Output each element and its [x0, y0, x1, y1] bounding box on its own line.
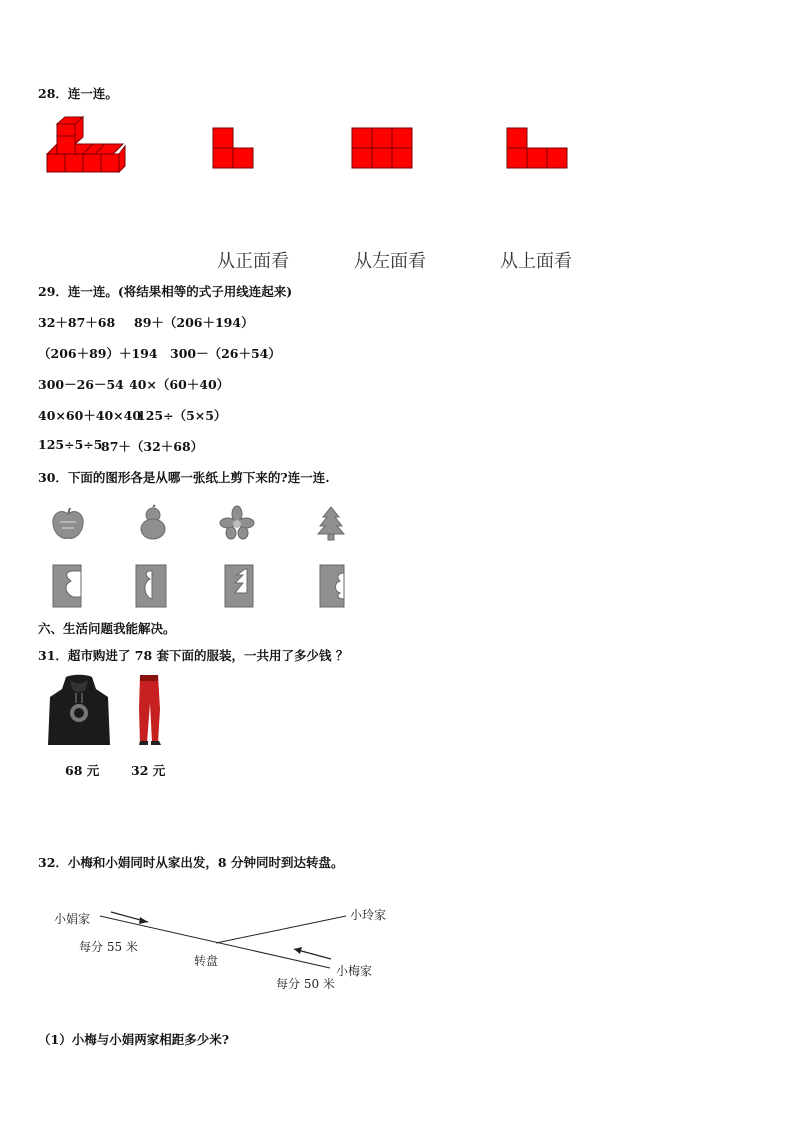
q28-title: 28．连一连。 — [38, 86, 118, 101]
view-shape-rect — [351, 127, 413, 172]
label-speed-mei: 每分 50 米 — [276, 977, 335, 991]
apple-shape-icon — [50, 506, 86, 542]
tree-shape-icon — [315, 505, 347, 541]
expr-right-2: 300－（26＋54） — [170, 346, 281, 361]
pants-price: 32 元 — [131, 763, 166, 778]
cube-solid-figure — [45, 116, 125, 176]
paper-piece-1-icon — [51, 563, 85, 607]
gourd-shape-icon — [137, 505, 169, 541]
view-label-top: 从上面看 — [500, 251, 572, 272]
view-shape-l — [212, 127, 257, 172]
paper-piece-2-icon — [134, 563, 168, 607]
flower-shape-icon — [219, 505, 255, 541]
q29-title: 29．连一连。(将结果相等的式子用线连起来) — [38, 284, 293, 299]
paper-piece-3-icon — [223, 563, 257, 607]
expr-left-1: 32＋87＋68 — [38, 315, 116, 330]
label-xiaomei-home: 小梅家 — [336, 964, 373, 978]
view-label-left: 从左面看 — [354, 251, 426, 272]
hoodie-icon — [46, 675, 112, 747]
expr-right-4: 125÷（5×5） — [137, 408, 227, 423]
paper-piece-4-icon — [318, 563, 352, 607]
expr-right-1: 89＋（206＋194） — [134, 315, 254, 330]
q32-title: 32．小梅和小娟同时从家出发，8 分钟同时到达转盘。 — [38, 855, 344, 870]
section-6-title: 六、生活问题我能解决。 — [38, 621, 176, 636]
label-speed-juan: 每分 55 米 — [79, 940, 138, 954]
view-shape-l-long — [506, 127, 571, 172]
expr-left-2: （206＋89）＋194 — [38, 346, 158, 361]
hoodie-price: 68 元 — [65, 763, 100, 778]
expr-left-3: 300－26－54 — [38, 377, 124, 392]
pants-icon — [134, 673, 164, 747]
label-xiaoling-home: 小玲家 — [350, 908, 387, 922]
label-roundabout: 转盘 — [194, 954, 219, 968]
expr-right-5: 87＋（32＋68） — [101, 439, 204, 454]
expr-left-5: 125÷5÷5 — [38, 437, 103, 452]
view-label-front: 从正面看 — [217, 251, 289, 272]
q32-sub1: （1）小梅与小娟两家相距多少米? — [38, 1032, 230, 1047]
q30-title: 30．下面的图形各是从哪一张纸上剪下来的?连一连. — [38, 470, 330, 485]
expr-right-3: 40×（60＋40） — [129, 377, 230, 392]
label-xiaojuan-home: 小娟家 — [54, 912, 91, 926]
expr-left-4: 40×60＋40×40 — [38, 408, 142, 423]
q31-title: 31．超市购进了 78 套下面的服装，一共用了多少钱 ？ — [38, 648, 349, 663]
